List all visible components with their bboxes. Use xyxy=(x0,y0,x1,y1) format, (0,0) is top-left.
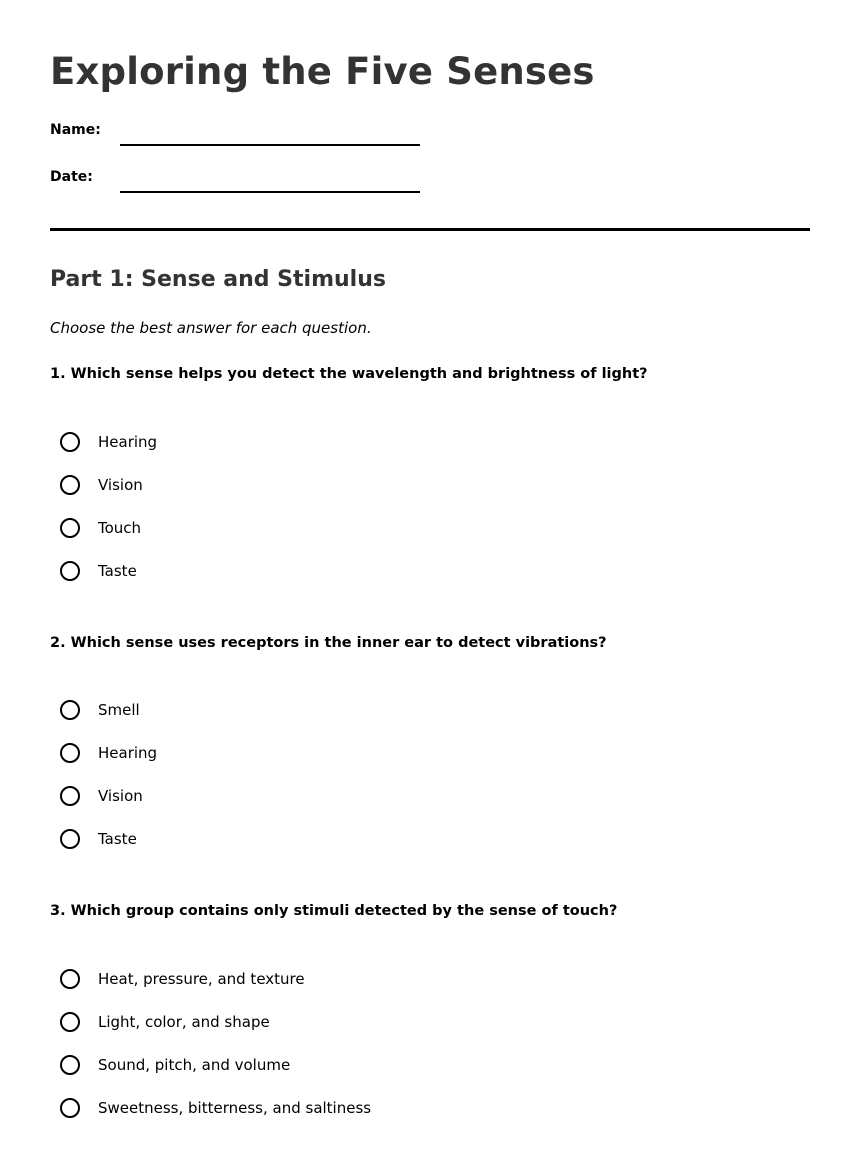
q1-option-3[interactable] xyxy=(60,518,660,544)
radio-button-icon[interactable] xyxy=(60,700,80,720)
radio-button-icon[interactable] xyxy=(60,432,80,452)
radio-button-icon[interactable] xyxy=(60,969,80,989)
option-label: Taste xyxy=(98,830,137,848)
option-label: Taste xyxy=(98,562,137,580)
question-2: 2. Which sense uses receptors in the inner ear to detect vibrations? xyxy=(50,635,607,651)
question-1: 1. Which sense helps you detect the wavelength and brightness of light? xyxy=(50,366,648,382)
worksheet-title: Exploring the Five Senses xyxy=(50,50,595,93)
q1-option-1[interactable] xyxy=(60,432,660,458)
q2-option-4[interactable] xyxy=(60,829,660,855)
date-input-line[interactable] xyxy=(120,191,420,193)
q2-option-2[interactable] xyxy=(60,743,660,769)
radio-button-icon[interactable] xyxy=(60,829,80,849)
option-label: Touch xyxy=(98,519,142,537)
option-label: Smell xyxy=(98,701,140,719)
radio-button-icon[interactable] xyxy=(60,518,80,538)
section-instructions: Choose the best answer for each question. xyxy=(50,319,372,337)
radio-button-icon[interactable] xyxy=(60,561,80,581)
question-3: 3. Which group contains only stimuli detected by the sense of touch? xyxy=(50,903,618,919)
q1-option-4[interactable] xyxy=(60,561,660,587)
q1-option-2[interactable] xyxy=(60,475,660,501)
name-field-row xyxy=(50,122,430,152)
radio-button-icon[interactable] xyxy=(60,786,80,806)
radio-button-icon[interactable] xyxy=(60,743,80,763)
q3-option-3[interactable] xyxy=(60,1055,660,1081)
radio-button-icon[interactable] xyxy=(60,1098,80,1118)
q3-option-2[interactable] xyxy=(60,1012,660,1038)
option-label: Sweetness, bitterness, and saltiness xyxy=(98,1099,372,1117)
section-title-part-1: Part 1: Sense and Stimulus xyxy=(50,267,386,292)
name-input-line[interactable] xyxy=(120,144,420,146)
radio-button-icon[interactable] xyxy=(60,1012,80,1032)
option-label: Hearing xyxy=(98,433,158,451)
option-label: Vision xyxy=(98,476,143,494)
q3-option-1[interactable] xyxy=(60,969,660,995)
option-label: Sound, pitch, and volume xyxy=(98,1056,291,1074)
name-label: Name: xyxy=(50,122,101,138)
q3-option-4[interactable] xyxy=(60,1098,660,1124)
q2-option-1[interactable] xyxy=(60,700,660,726)
radio-button-icon[interactable] xyxy=(60,475,80,495)
radio-button-icon[interactable] xyxy=(60,1055,80,1075)
header-divider xyxy=(50,228,810,231)
q2-option-3[interactable] xyxy=(60,786,660,812)
option-label: Hearing xyxy=(98,744,158,762)
date-label: Date: xyxy=(50,169,93,185)
option-label: Vision xyxy=(98,787,143,805)
option-label: Light, color, and shape xyxy=(98,1013,270,1031)
option-label: Heat, pressure, and texture xyxy=(98,970,305,988)
date-field-row xyxy=(50,169,430,199)
